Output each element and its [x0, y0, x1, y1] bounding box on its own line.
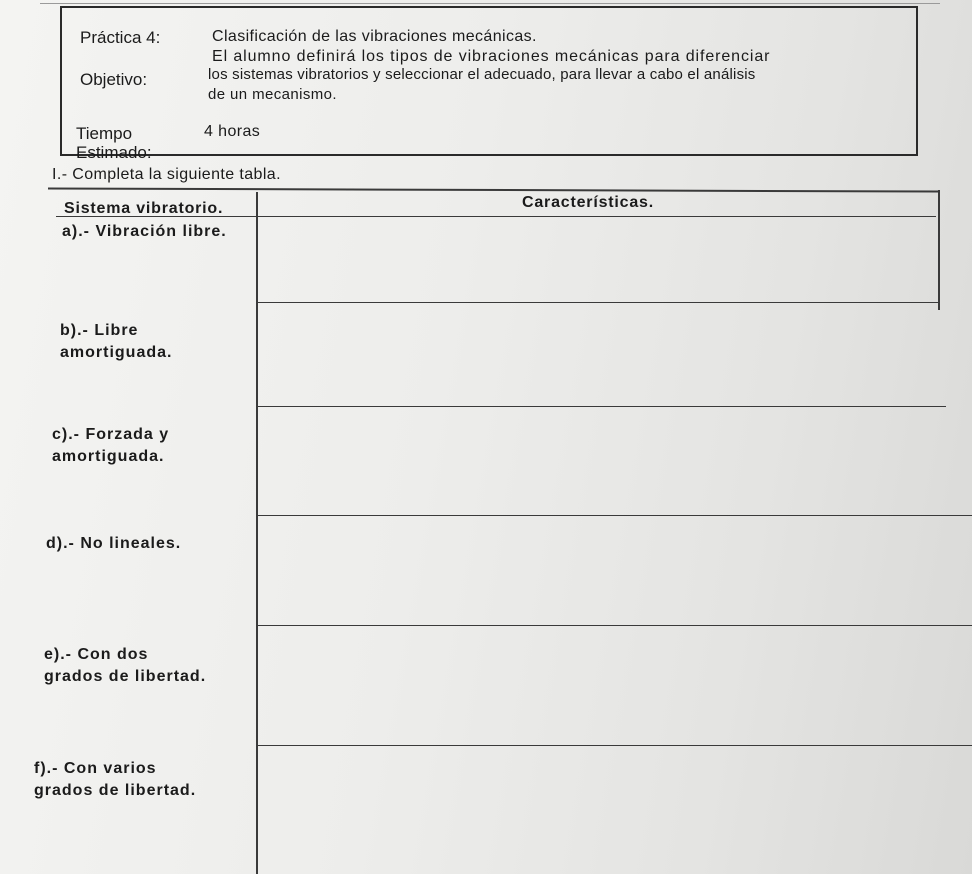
row-divider-3: [256, 515, 972, 516]
row-label-c: c).- Forzada y amortiguada.: [52, 426, 170, 465]
objetivo-label: Objetivo:: [80, 70, 148, 89]
practica-title: Clasificación de las vibraciones mecánicas.: [212, 28, 537, 45]
objetivo-line-1: El alumno definirá los tipos de vibraciones mecánicas para diferenciar: [212, 48, 771, 65]
objetivo-line-2: los sistemas vibratorios y seleccionar el adecuado, para llevar a cabo el análisis: [208, 66, 756, 83]
right-border: [938, 190, 940, 310]
row-divider-4: [256, 625, 972, 626]
table-top-border: [48, 187, 938, 192]
column-divider: [256, 192, 258, 874]
row-divider-2: [256, 406, 946, 407]
tiempo-label-1: Tiempo: [76, 124, 133, 143]
row-divider-1: [256, 302, 940, 303]
objetivo-line-3: de un mecanismo.: [208, 86, 337, 103]
tiempo-value: 4 horas: [204, 123, 261, 140]
row-label-a: a).- Vibración libre.: [62, 223, 227, 240]
col-header-caracteristicas: Características.: [522, 194, 654, 211]
instruction: I.- Completa la siguiente tabla.: [52, 166, 281, 183]
row-label-d: d).- No lineales.: [46, 535, 182, 552]
row-label-e: e).- Con dos grados de libertad.: [44, 646, 207, 685]
row-divider-5: [256, 745, 972, 746]
row-label-b: b).- Libre amortiguada.: [60, 322, 173, 361]
col-header-sistema: Sistema vibratorio.: [64, 200, 224, 217]
page-top-edge: [40, 3, 940, 4]
row-label-f: f).- Con varios grados de libertad.: [34, 760, 197, 799]
practica-label: Práctica 4:: [80, 28, 161, 47]
tiempo-label-2: Estimado:: [76, 143, 152, 162]
